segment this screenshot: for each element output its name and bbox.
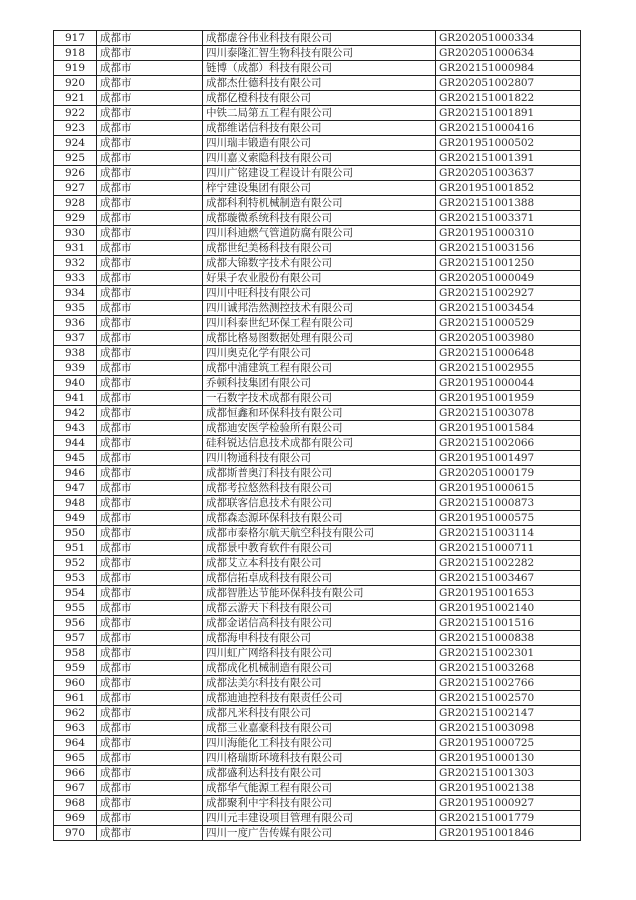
company-name-cell: 成都璇微系统科技有限公司 (203, 211, 436, 226)
city-cell: 成都市 (97, 706, 203, 721)
table-row (54, 601, 581, 616)
company-name-cell: 成都大锦数字技术有限公司 (203, 256, 436, 271)
city-cell: 成都市 (97, 91, 203, 106)
company-name-cell: 四川诚邦浩然测控技术有限公司 (203, 301, 436, 316)
table-row (54, 331, 581, 346)
city-cell: 成都市 (97, 271, 203, 286)
city-cell: 成都市 (97, 826, 203, 841)
certificate-code-cell: GR201951001497 (436, 451, 581, 466)
table-row (54, 736, 581, 751)
city-cell: 成都市 (97, 331, 203, 346)
company-name-cell: 四川科迪燃气管道防腐有限公司 (203, 226, 436, 241)
certificate-code-cell: GR202151003098 (436, 721, 581, 736)
table-row (54, 526, 581, 541)
row-number-cell: 932 (54, 256, 97, 271)
row-number-cell: 944 (54, 436, 97, 451)
row-number-cell: 938 (54, 346, 97, 361)
row-number-cell: 959 (54, 661, 97, 676)
company-name-cell: 四川广铭建设工程设计有限公司 (203, 166, 436, 181)
city-cell: 成都市 (97, 646, 203, 661)
city-cell: 成都市 (97, 136, 203, 151)
row-number-cell: 921 (54, 91, 97, 106)
city-cell: 成都市 (97, 286, 203, 301)
row-number-cell: 958 (54, 646, 97, 661)
row-number-cell: 948 (54, 496, 97, 511)
table-row (54, 631, 581, 646)
row-number-cell: 922 (54, 106, 97, 121)
certificate-code-cell: GR202151003371 (436, 211, 581, 226)
certificate-code-cell: GR202151000984 (436, 61, 581, 76)
city-cell: 成都市 (97, 541, 203, 556)
row-number-cell: 963 (54, 721, 97, 736)
city-cell: 成都市 (97, 451, 203, 466)
certificate-code-cell: GR202151002282 (436, 556, 581, 571)
table-row (54, 136, 581, 151)
table-row (54, 361, 581, 376)
table-row (54, 391, 581, 406)
city-cell: 成都市 (97, 631, 203, 646)
certificate-code-cell: GR202151001303 (436, 766, 581, 781)
city-cell: 成都市 (97, 511, 203, 526)
certificate-code-cell: GR202151003268 (436, 661, 581, 676)
city-cell: 成都市 (97, 76, 203, 91)
row-number-cell: 930 (54, 226, 97, 241)
row-number-cell: 917 (54, 31, 97, 46)
table-row (54, 316, 581, 331)
company-name-cell: 四川格瑞斯环境科技有限公司 (203, 751, 436, 766)
row-number-cell: 924 (54, 136, 97, 151)
city-cell: 成都市 (97, 196, 203, 211)
row-number-cell: 966 (54, 766, 97, 781)
certificate-code-cell: GR202051000334 (436, 31, 581, 46)
row-number-cell: 919 (54, 61, 97, 76)
city-cell: 成都市 (97, 616, 203, 631)
certificate-code-cell: GR202151003467 (436, 571, 581, 586)
row-number-cell: 953 (54, 571, 97, 586)
certificate-code-cell: GR202151000711 (436, 541, 581, 556)
table-row (54, 751, 581, 766)
table-row (54, 676, 581, 691)
city-cell: 成都市 (97, 61, 203, 76)
city-cell: 成都市 (97, 256, 203, 271)
row-number-cell: 920 (54, 76, 97, 91)
city-cell: 成都市 (97, 766, 203, 781)
row-number-cell: 951 (54, 541, 97, 556)
table-row (54, 46, 581, 61)
certificate-code-cell: GR202151000529 (436, 316, 581, 331)
company-name-cell: 成都亿橙科技有限公司 (203, 91, 436, 106)
company-name-cell: 四川海能化工科技有限公司 (203, 736, 436, 751)
row-number-cell: 967 (54, 781, 97, 796)
company-name-cell: 成都森态源环保科技有限公司 (203, 511, 436, 526)
row-number-cell: 925 (54, 151, 97, 166)
city-cell: 成都市 (97, 601, 203, 616)
table-row (54, 226, 581, 241)
certificate-code-cell: GR201951000927 (436, 796, 581, 811)
table-row (54, 661, 581, 676)
table-row (54, 151, 581, 166)
row-number-cell: 936 (54, 316, 97, 331)
company-name-cell: 成都虚谷伟业科技有限公司 (203, 31, 436, 46)
table-row (54, 91, 581, 106)
city-cell: 成都市 (97, 781, 203, 796)
certificate-code-cell: GR202151000648 (436, 346, 581, 361)
row-number-cell: 957 (54, 631, 97, 646)
certificate-code-cell: GR202151002766 (436, 676, 581, 691)
table-row (54, 796, 581, 811)
row-number-cell: 956 (54, 616, 97, 631)
table-row (54, 781, 581, 796)
row-number-cell: 960 (54, 676, 97, 691)
city-cell: 成都市 (97, 211, 203, 226)
row-number-cell: 945 (54, 451, 97, 466)
certificate-code-cell: GR202151000838 (436, 631, 581, 646)
company-name-cell: 四川科泰世纪环保工程有限公司 (203, 316, 436, 331)
company-name-cell: 成都比格易图数据处理有限公司 (203, 331, 436, 346)
company-name-cell: 成都恒鑫和环保科技有限公司 (203, 406, 436, 421)
table-row (54, 286, 581, 301)
city-cell: 成都市 (97, 376, 203, 391)
table-row (54, 466, 581, 481)
row-number-cell: 969 (54, 811, 97, 826)
certificate-code-cell: GR201951002140 (436, 601, 581, 616)
table-row (54, 586, 581, 601)
row-number-cell: 926 (54, 166, 97, 181)
row-number-cell: 941 (54, 391, 97, 406)
city-cell: 成都市 (97, 436, 203, 451)
company-name-cell: 梓宁建设集团有限公司 (203, 181, 436, 196)
city-cell: 成都市 (97, 46, 203, 61)
table-row (54, 406, 581, 421)
table-row (54, 166, 581, 181)
row-number-cell: 943 (54, 421, 97, 436)
table-row (54, 436, 581, 451)
city-cell: 成都市 (97, 676, 203, 691)
company-name-cell: 成都凡米科技有限公司 (203, 706, 436, 721)
company-name-cell: 四川虹广网络科技有限公司 (203, 646, 436, 661)
company-name-cell: 成都斯普奥汀科技有限公司 (203, 466, 436, 481)
city-cell: 成都市 (97, 721, 203, 736)
city-cell: 成都市 (97, 121, 203, 136)
table-row (54, 706, 581, 721)
certificate-code-cell: GR202051003980 (436, 331, 581, 346)
certificate-code-cell: GR202151002147 (436, 706, 581, 721)
certificate-code-cell: GR202051000049 (436, 271, 581, 286)
city-cell: 成都市 (97, 556, 203, 571)
city-cell: 成都市 (97, 346, 203, 361)
table-row (54, 496, 581, 511)
company-name-cell: 好果子农业股份有限公司 (203, 271, 436, 286)
row-number-cell: 961 (54, 691, 97, 706)
city-cell: 成都市 (97, 181, 203, 196)
company-name-cell: 中铁二局第五工程有限公司 (203, 106, 436, 121)
table-row (54, 76, 581, 91)
certificate-code-cell: GR202151001250 (436, 256, 581, 271)
table-row (54, 61, 581, 76)
table-row (54, 106, 581, 121)
certificate-code-cell: GR202151001779 (436, 811, 581, 826)
company-name-cell: 成都联客信息技术有限公司 (203, 496, 436, 511)
certificate-code-cell: GR201951001846 (436, 826, 581, 841)
table-row (54, 181, 581, 196)
company-name-cell: 成都华气能源工程有限公司 (203, 781, 436, 796)
city-cell: 成都市 (97, 811, 203, 826)
company-name-cell: 成都艾立本科技有限公司 (203, 556, 436, 571)
city-cell: 成都市 (97, 571, 203, 586)
company-name-cell: 成都科利特机械制造有限公司 (203, 196, 436, 211)
company-name-cell: 四川中旺科技有限公司 (203, 286, 436, 301)
certificate-code-cell: GR202151001822 (436, 91, 581, 106)
company-name-cell: 成都成化机械制造有限公司 (203, 661, 436, 676)
certificate-code-cell: GR201951000502 (436, 136, 581, 151)
company-name-cell: 成都智胜达节能环保科技有限公司 (203, 586, 436, 601)
certificate-code-cell: GR201951001959 (436, 391, 581, 406)
row-number-cell: 946 (54, 466, 97, 481)
city-cell: 成都市 (97, 166, 203, 181)
certificate-code-cell: GR201951000130 (436, 751, 581, 766)
company-name-cell: 成都海申科技有限公司 (203, 631, 436, 646)
certificate-code-cell: GR201951002138 (436, 781, 581, 796)
table-body (54, 31, 581, 841)
company-name-cell: 成都景中教育软件有限公司 (203, 541, 436, 556)
row-number-cell: 934 (54, 286, 97, 301)
row-number-cell: 931 (54, 241, 97, 256)
city-cell: 成都市 (97, 496, 203, 511)
table-row (54, 826, 581, 841)
company-name-cell: 成都迪安医学检验所有限公司 (203, 421, 436, 436)
row-number-cell: 928 (54, 196, 97, 211)
row-number-cell: 949 (54, 511, 97, 526)
company-name-cell: 成都三业嘉豪科技有限公司 (203, 721, 436, 736)
row-number-cell: 923 (54, 121, 97, 136)
table-row (54, 31, 581, 46)
table-row (54, 541, 581, 556)
city-cell: 成都市 (97, 151, 203, 166)
city-cell: 成都市 (97, 301, 203, 316)
row-number-cell: 935 (54, 301, 97, 316)
certificate-code-cell: GR202051003637 (436, 166, 581, 181)
company-name-cell: 成都维诺信科技有限公司 (203, 121, 436, 136)
company-name-cell: 四川元丰建设项目管理有限公司 (203, 811, 436, 826)
company-name-cell: 一石数字技术成都有限公司 (203, 391, 436, 406)
certificate-code-cell: GR201951001584 (436, 421, 581, 436)
company-name-cell: 成都中浦建筑工程有限公司 (203, 361, 436, 376)
table-row (54, 196, 581, 211)
table-row (54, 721, 581, 736)
table-row (54, 451, 581, 466)
city-cell: 成都市 (97, 736, 203, 751)
certificate-code-cell: GR201951001653 (436, 586, 581, 601)
company-name-cell: 成都金诺信高科技有限公司 (203, 616, 436, 631)
table-row (54, 271, 581, 286)
row-number-cell: 970 (54, 826, 97, 841)
row-number-cell: 952 (54, 556, 97, 571)
table-row (54, 481, 581, 496)
certificate-code-cell: GR202151000873 (436, 496, 581, 511)
city-cell: 成都市 (97, 751, 203, 766)
company-name-cell: 成都聚利中宇科技有限公司 (203, 796, 436, 811)
row-number-cell: 962 (54, 706, 97, 721)
table-row (54, 646, 581, 661)
company-name-cell: 成都杰仕德科技有限公司 (203, 76, 436, 91)
table-row (54, 511, 581, 526)
city-cell: 成都市 (97, 796, 203, 811)
table-row (54, 691, 581, 706)
company-name-cell: 乔顿科技集团有限公司 (203, 376, 436, 391)
table-row (54, 301, 581, 316)
certificate-code-cell: GR202051000634 (436, 46, 581, 61)
table-row (54, 121, 581, 136)
row-number-cell: 947 (54, 481, 97, 496)
table-row (54, 571, 581, 586)
company-name-cell: 四川泰隆汇智生物科技有限公司 (203, 46, 436, 61)
certificate-code-cell: GR202051002807 (436, 76, 581, 91)
table-row (54, 376, 581, 391)
certificate-code-cell: GR202151003454 (436, 301, 581, 316)
company-name-cell: 四川瑞丰锻造有限公司 (203, 136, 436, 151)
company-name-cell: 四川奥克化学有限公司 (203, 346, 436, 361)
certificate-code-cell: GR202151003156 (436, 241, 581, 256)
table-row (54, 421, 581, 436)
certificate-code-cell: GR202151001891 (436, 106, 581, 121)
company-name-cell: 成都法美尔科技有限公司 (203, 676, 436, 691)
city-cell: 成都市 (97, 421, 203, 436)
table-row (54, 256, 581, 271)
city-cell: 成都市 (97, 106, 203, 121)
certificate-code-cell: GR202151002301 (436, 646, 581, 661)
row-number-cell: 955 (54, 601, 97, 616)
table-row (54, 346, 581, 361)
row-number-cell: 937 (54, 331, 97, 346)
row-number-cell: 939 (54, 361, 97, 376)
city-cell: 成都市 (97, 691, 203, 706)
city-cell: 成都市 (97, 481, 203, 496)
city-cell: 成都市 (97, 526, 203, 541)
row-number-cell: 968 (54, 796, 97, 811)
table-row (54, 766, 581, 781)
company-name-cell: 成都云游天下科技有限公司 (203, 601, 436, 616)
company-name-cell: 四川物通科技有限公司 (203, 451, 436, 466)
certificate-code-cell: GR202151002570 (436, 691, 581, 706)
company-name-cell: 成都世纪美杨科技有限公司 (203, 241, 436, 256)
certificate-code-cell: GR201951000310 (436, 226, 581, 241)
table-row (54, 211, 581, 226)
company-name-cell: 链博（成都）科技有限公司 (203, 61, 436, 76)
row-number-cell: 918 (54, 46, 97, 61)
city-cell: 成都市 (97, 586, 203, 601)
city-cell: 成都市 (97, 661, 203, 676)
table-row (54, 616, 581, 631)
table-row (54, 811, 581, 826)
certificate-code-cell: GR201951000615 (436, 481, 581, 496)
company-list-table (53, 30, 581, 841)
row-number-cell: 929 (54, 211, 97, 226)
certificate-code-cell: GR201951000725 (436, 736, 581, 751)
company-name-cell: 成都考拉悠然科技有限公司 (203, 481, 436, 496)
city-cell: 成都市 (97, 241, 203, 256)
row-number-cell: 927 (54, 181, 97, 196)
company-name-cell: 四川一度广告传媒有限公司 (203, 826, 436, 841)
row-number-cell: 965 (54, 751, 97, 766)
company-name-cell: 四川嘉义索隐科技有限公司 (203, 151, 436, 166)
company-name-cell: 硅科锐达信息技术成都有限公司 (203, 436, 436, 451)
row-number-cell: 950 (54, 526, 97, 541)
city-cell: 成都市 (97, 466, 203, 481)
city-cell: 成都市 (97, 391, 203, 406)
row-number-cell: 964 (54, 736, 97, 751)
certificate-code-cell: GR202151000416 (436, 121, 581, 136)
certificate-code-cell: GR202051000179 (436, 466, 581, 481)
certificate-code-cell: GR201951001852 (436, 181, 581, 196)
row-number-cell: 933 (54, 271, 97, 286)
city-cell: 成都市 (97, 226, 203, 241)
row-number-cell: 942 (54, 406, 97, 421)
city-cell: 成都市 (97, 316, 203, 331)
certificate-code-cell: GR202151001516 (436, 616, 581, 631)
table-row (54, 241, 581, 256)
certificate-code-cell: GR202151001391 (436, 151, 581, 166)
company-name-cell: 成都市泰格尔航天航空科技有限公司 (203, 526, 436, 541)
city-cell: 成都市 (97, 361, 203, 376)
certificate-code-cell: GR202151003114 (436, 526, 581, 541)
certificate-code-cell: GR202151002955 (436, 361, 581, 376)
table-row (54, 556, 581, 571)
certificate-code-cell: GR202151002066 (436, 436, 581, 451)
certificate-code-cell: GR202151002927 (436, 286, 581, 301)
certificate-code-cell: GR202151003078 (436, 406, 581, 421)
city-cell: 成都市 (97, 406, 203, 421)
company-name-cell: 成都盛利达科技有限公司 (203, 766, 436, 781)
city-cell: 成都市 (97, 31, 203, 46)
certificate-code-cell: GR202151001388 (436, 196, 581, 211)
certificate-code-cell: GR201951000044 (436, 376, 581, 391)
certificate-code-cell: GR201951000575 (436, 511, 581, 526)
company-name-cell: 成都信拓卓成科技有限公司 (203, 571, 436, 586)
row-number-cell: 940 (54, 376, 97, 391)
row-number-cell: 954 (54, 586, 97, 601)
company-name-cell: 成都迪迪控科技有限责任公司 (203, 691, 436, 706)
